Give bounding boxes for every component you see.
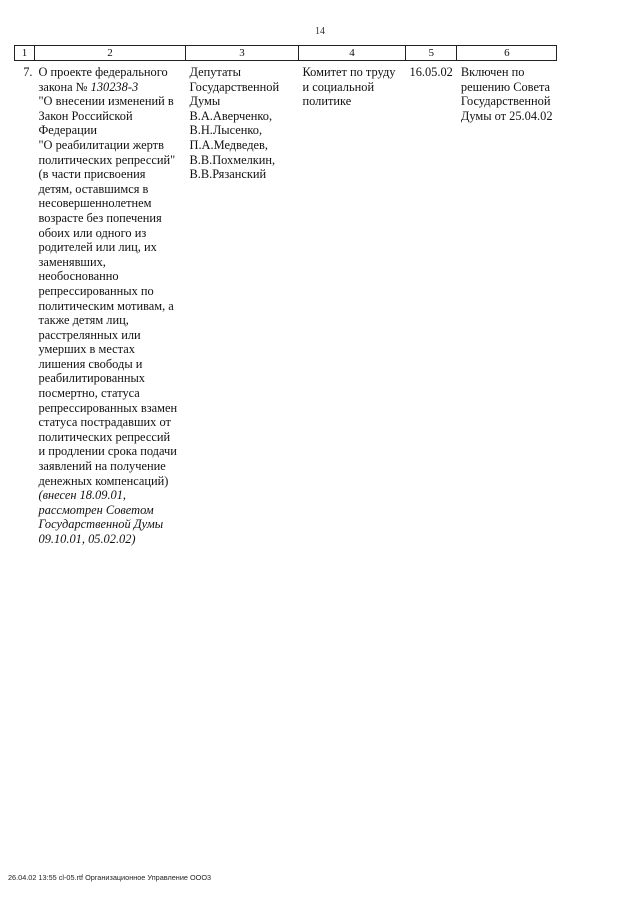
table-row (15, 61, 557, 547)
column-header-2: 2 (35, 46, 186, 61)
date-cell: 16.05.02 (409, 65, 453, 79)
subject-line: политических репрессий (38, 429, 171, 444)
subject-line: политических репрессий" (38, 152, 176, 167)
subject-line: несовершеннолетнем (38, 196, 152, 211)
subject-line: расстрелянных или (38, 327, 141, 342)
row-number: 7. (23, 65, 33, 79)
author-line: В.В.Похмелкин, (189, 152, 276, 167)
subject-line: репрессированных по (38, 283, 154, 298)
bill-number-prefix: закона № (38, 79, 91, 94)
subject-line: "О реабилитации жертв (38, 137, 164, 152)
subject-line: и продлении срока подачи (38, 444, 177, 459)
column-header-5: 5 (406, 46, 457, 61)
status-line: Думы от 25.04.02 (460, 108, 553, 123)
author-line: Думы (189, 94, 221, 109)
subject-line: детям, оставшимся в (38, 181, 149, 196)
subject-line: статуса пострадавших от (38, 415, 171, 430)
status-line: Включен по (460, 65, 525, 79)
subject-line: (в части присвоения (38, 167, 146, 182)
subject-line: заменявших, (38, 254, 106, 269)
status-line: Государственной (460, 94, 551, 109)
author-line: В.Н.Лысенко, (189, 123, 263, 138)
status-cell (457, 61, 557, 547)
subject-line: 09.10.01, 05.02.02) (38, 532, 136, 546)
subject-line: родителей или лиц, их (38, 240, 157, 255)
page-number: 14 (315, 26, 325, 37)
committee-line: и социальной (302, 79, 375, 94)
subject-line: реабилитированных (38, 371, 146, 386)
subject-line: необоснованно (38, 269, 119, 284)
bill-number: 130238-3 (90, 79, 139, 94)
committee-cell (299, 61, 406, 547)
subject-line: лишения свободы и (38, 356, 143, 371)
subject-line: политическим мотивам, а (38, 298, 174, 313)
column-header-4: 4 (299, 46, 406, 61)
author-line: В.А.Аверченко, (189, 108, 273, 123)
committee-line: Комитет по труду (302, 65, 396, 79)
subject-line: рассмотрен Советом (38, 502, 154, 517)
column-header-3: 3 (186, 46, 299, 61)
subject-line: (внесен 18.09.01, (38, 488, 127, 503)
table-header-row (15, 46, 557, 61)
subject-line (39, 80, 182, 95)
subject-line: денежных компенсаций) (38, 473, 169, 488)
subject-line: Государственной Думы (38, 517, 164, 532)
document-footer: 26.04.02 13:55 cl-05.rtf Организационное Управление ООО3 (8, 873, 212, 882)
subject-line: посмертно, статуса (38, 386, 140, 401)
author-line: П.А.Медведев, (189, 137, 268, 152)
subject-line: "О внесении изменений в (38, 94, 174, 109)
bill-subject-cell (35, 61, 186, 547)
subject-line: О проекте федерального (38, 65, 168, 79)
column-header-1: 1 (15, 46, 35, 61)
subject-line: возрасте без попечения (38, 210, 162, 225)
column-header-6: 6 (457, 46, 557, 61)
subject-line: умерших в местах (38, 342, 135, 357)
subject-line: обоих или одного из (38, 225, 147, 240)
committee-line: политике (302, 94, 352, 109)
subject-line: заявлений на получение (38, 459, 166, 474)
author-line: В.В.Рязанский (189, 167, 267, 182)
subject-line: Закон Российской (38, 108, 133, 123)
status-line: решению Совета (460, 79, 551, 94)
subject-line: репрессированных взамен (38, 400, 178, 415)
bills-table (14, 45, 557, 547)
subject-line: также детям лиц, (38, 313, 129, 328)
author-line: Депутаты (189, 65, 241, 79)
authors-cell (186, 61, 299, 547)
subject-line: Федерации (38, 123, 98, 138)
author-line: Государственной (189, 79, 280, 94)
